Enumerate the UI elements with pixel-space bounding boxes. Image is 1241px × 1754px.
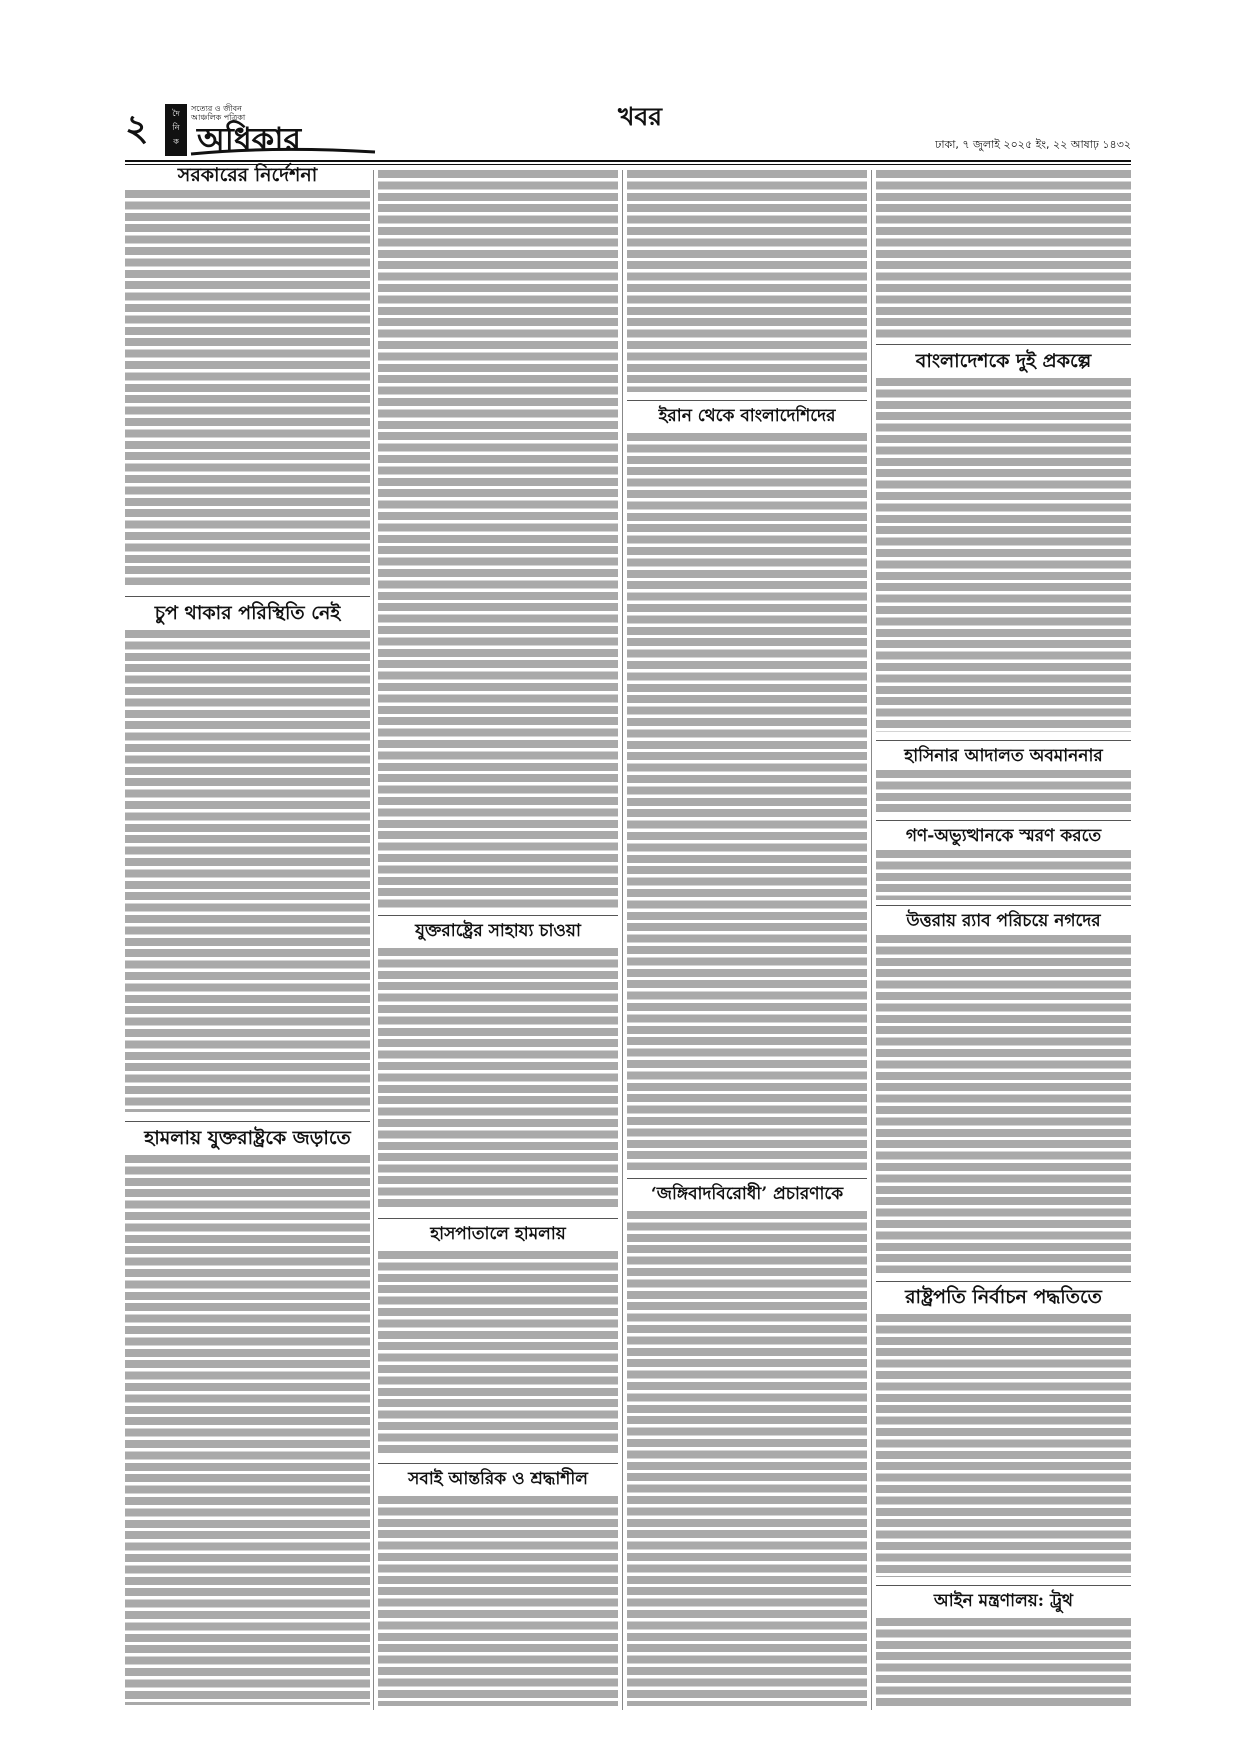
newspaper-logo[interactable] [163, 102, 378, 158]
svg-text:নি: নি [172, 123, 180, 132]
headline-no-silence[interactable]: চুপ থাকার পরিস্থিতি নেই [154, 602, 341, 624]
article-body [125, 190, 370, 585]
article-divider [378, 915, 618, 916]
headline-us-help[interactable]: যুক্তরাষ্ট্রের সাহায্য চাওয়া [415, 921, 581, 941]
headline-uprising-remember[interactable]: গণ-অভ্যুত্থানকে স্মরণ করতে [905, 826, 1102, 846]
article-body [876, 1314, 1131, 1577]
logo-tagline-1: সত্যের ও জীবন [191, 104, 242, 113]
article-divider [627, 400, 867, 401]
article-divider [876, 820, 1131, 821]
logo-wordmark: অধিকার [197, 120, 302, 158]
article-divider [378, 1463, 618, 1464]
article-body [876, 850, 1131, 900]
issue-date: ঢাকা, ৭ জুলাই ২০২৫ ইং, ২২ আষাঢ় ১৪৩২ [935, 138, 1131, 151]
article-body [876, 935, 1131, 1273]
headline-attack-us[interactable]: হামলায় যুক্তরাষ্ট্রকে জড়াতে [144, 1127, 351, 1149]
svg-text:দৈ: দৈ [172, 109, 180, 118]
page-number: ২ [125, 107, 149, 149]
article-body [125, 630, 370, 1112]
article-divider [627, 1178, 867, 1179]
article-body [876, 1618, 1131, 1706]
article-body [876, 378, 1131, 732]
article-body [378, 1251, 618, 1455]
column-divider [871, 170, 872, 1710]
article-divider [876, 1585, 1131, 1586]
masthead [125, 98, 1131, 160]
headline-sincere-respectful[interactable]: সবাই আন্তরিক ও শ্রদ্ধাশীল [408, 1469, 588, 1489]
article-body [125, 1155, 370, 1705]
column-divider [373, 170, 374, 1710]
headline-uttara-rab-nagad[interactable]: উত্তরায় র‍্যাব পরিচয়ে নগদের [906, 911, 1101, 931]
article-divider [125, 1121, 370, 1122]
headline-presidential-election[interactable]: রাষ্ট্রপতি নির্বাচন পদ্ধতিতে [905, 1286, 1102, 1308]
headline-hospital-attack[interactable]: হাসপাতালে হামলায় [430, 1224, 566, 1244]
headline-bangladeshis-iran[interactable]: ইরান থেকে বাংলাদেশিদের [658, 406, 836, 426]
article-body [378, 1496, 618, 1706]
article-divider [378, 1218, 618, 1219]
article-body [378, 948, 618, 1210]
article-divider [876, 740, 1131, 741]
article-body [627, 170, 867, 392]
article-divider [876, 1281, 1131, 1282]
headline-two-projects[interactable]: বাংলাদেশকে দুই প্রকল্পে [915, 350, 1092, 372]
column-divider [622, 170, 623, 1710]
article-body [876, 170, 1131, 338]
article-body [876, 770, 1131, 815]
article-divider [125, 596, 370, 597]
section-title: খবর [617, 102, 663, 131]
logo-tagline-2: আঞ্চলিক পত্রিকা [191, 113, 246, 122]
headline-anti-militancy-campaign[interactable]: ‘জঙ্গিবাদবিরোধী’ প্রচারণাকে [650, 1184, 844, 1204]
svg-text:ক: ক [173, 137, 179, 146]
article-divider [876, 344, 1131, 345]
article-divider [876, 905, 1131, 906]
headline-government-directive[interactable]: সরকারের নির্দেশনা [177, 164, 318, 186]
headline-law-ministry-truth[interactable]: আইন মন্ত্রণালয়: ট্রুথ [933, 1591, 1074, 1611]
article-body [627, 433, 867, 1170]
article-body [627, 1211, 867, 1706]
article-body [378, 170, 618, 908]
headline-hasina-contempt[interactable]: হাসিনার আদালত অবমাননার [904, 746, 1103, 766]
